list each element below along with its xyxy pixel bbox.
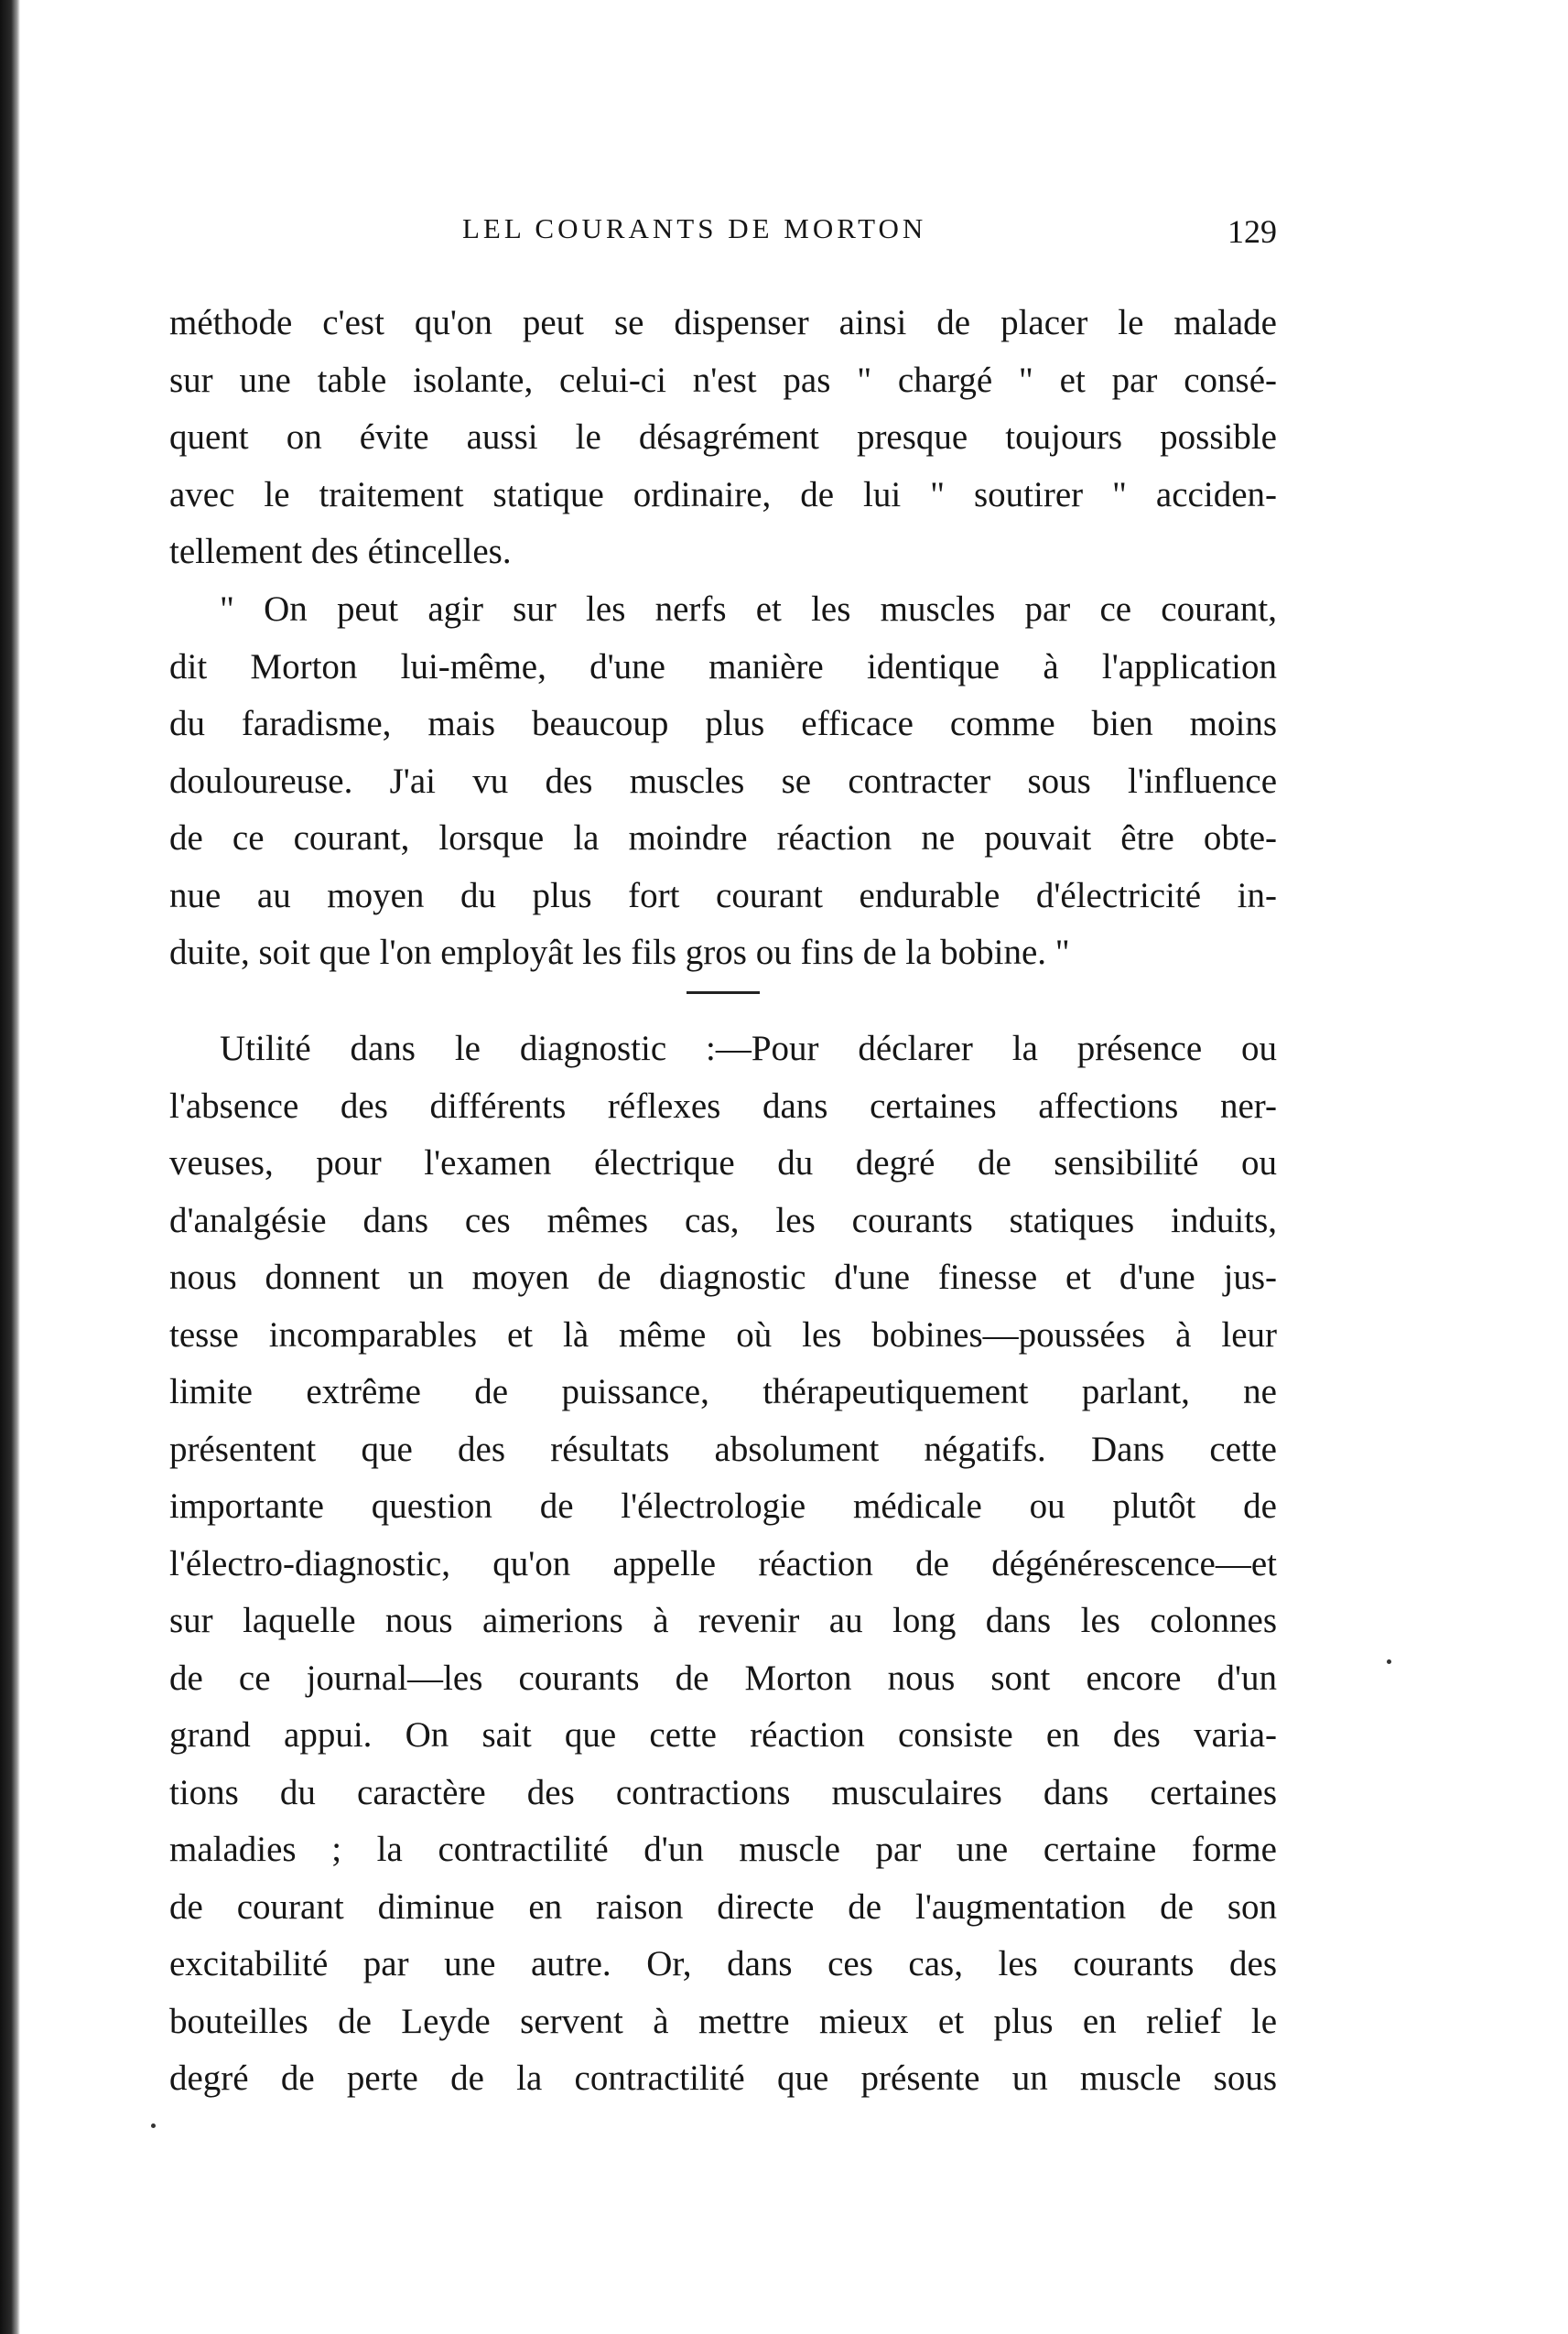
text-line: nous donnent un moyen de diagnostic d'une finesse et d'une jus-	[169, 1258, 1277, 1297]
text-line: avec le traitement statique ordinaire, de lui " soutirer " acciden-	[169, 474, 1277, 514]
text-line: dit Morton lui-même, d'une manière identique à l'application	[169, 646, 1277, 686]
text-line: excitabilité par une autre. Or, dans ces cas, les courants des	[169, 1944, 1277, 1983]
text-line: l'absence des différents réflexes dans certaines affections ner-	[169, 1086, 1277, 1126]
text-line: Utilité dans le diagnostic :—Pour déclarer la présence ou	[220, 1029, 1277, 1068]
text-line: tions du caractère des contractions musculaires dans certaines	[169, 1772, 1277, 1812]
paragraph-continuation	[169, 295, 1277, 581]
text-line: présentent que des résultats absolument négatifs. Dans cette	[169, 1429, 1277, 1469]
page-header	[462, 212, 1277, 258]
paragraph-diagnostic-utility	[169, 1021, 1277, 2108]
text-line: méthode c'est qu'on peut se dispenser ainsi de placer le malade	[169, 303, 1277, 342]
text-line: importante question de l'électrologie médicale ou plutôt de	[169, 1486, 1277, 1526]
text-line: limite extrême de puissance, thérapeutiquement parlant, ne	[169, 1372, 1277, 1411]
text-line: de courant diminue en raison directe de l'augmentation de son	[169, 1886, 1277, 1927]
page-number: 129	[1227, 213, 1277, 250]
running-title: LEL COURANTS DE MORTON	[462, 212, 927, 244]
text-line: maladies ; la contractilité d'un muscle par une certaine forme	[169, 1830, 1277, 1869]
text-line: du faradisme, mais beaucoup plus efficace comme bien moins	[169, 704, 1277, 743]
text-line: quent on évite aussi le désagrément presque toujours possible	[169, 417, 1277, 457]
text-line: tellement des étincelles.	[169, 532, 512, 571]
text-line: de ce courant, lorsque la moindre réaction ne pouvait être obte-	[169, 818, 1277, 858]
text-line: veuses, pour l'examen électrique du degré de sensibilité ou	[169, 1143, 1277, 1183]
text-line: sur laquelle nous aimerions à revenir au long dans les colonnes	[169, 1601, 1277, 1640]
text-line: duite, soit que l'on employât les fils gros ou fins de la bobine. "	[169, 933, 1070, 972]
text-line: bouteilles de Leyde servent à mettre mieux et plus en relief le	[169, 2001, 1277, 2041]
text-line: " On peut agir sur les nerfs et les muscles par ce courant,	[220, 589, 1277, 629]
text-line: douloureuse. J'ai vu des muscles se contracter sous l'influence	[169, 761, 1277, 801]
paragraph-quote-morton	[169, 581, 1277, 982]
book-binding-edge	[0, 0, 20, 2334]
text-line: tesse incomparables et là même où les bobines—poussées à leur	[169, 1314, 1277, 1355]
text-line: nue au moyen du plus fort courant endurable d'électricité in-	[169, 875, 1277, 915]
scan-speck	[1387, 1659, 1391, 1664]
text-line: degré de perte de la contractilité que présente un muscle sous	[169, 2058, 1277, 2098]
text-line: d'analgésie dans ces mêmes cas, les courants statiques induits,	[169, 1200, 1277, 1240]
text-line: grand appui. On sait que cette réaction consiste en des varia-	[169, 1715, 1277, 1755]
section-separator-rule	[687, 991, 760, 994]
text-line: l'électro-diagnostic, qu'on appelle réaction de dégénérescence—et	[169, 1543, 1277, 1583]
text-line: de ce journal—les courants de Morton nous sont encore d'un	[169, 1658, 1277, 1698]
text-line: sur une table isolante, celui-ci n'est pas " chargé " et par consé-	[169, 360, 1277, 400]
scan-speck	[151, 2123, 156, 2128]
